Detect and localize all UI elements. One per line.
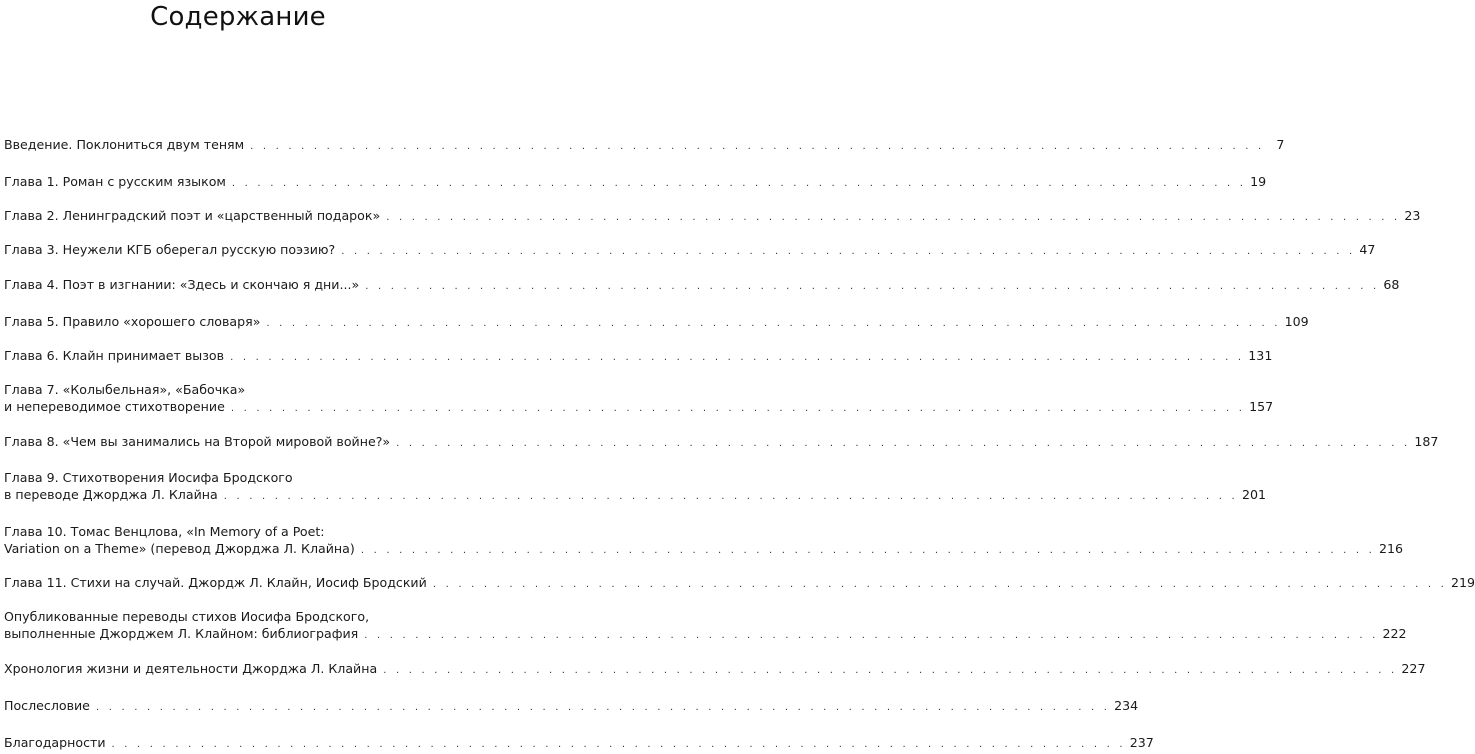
- dot-leader: [341, 243, 1355, 260]
- toc-entry-title: Глава 11. Стихи на случай. Джордж Л. Клайн, Иосиф Бродский: [4, 575, 427, 590]
- toc-entry-line: [4, 347, 1273, 366]
- toc-entry[interactable]: [4, 523, 1404, 559]
- toc-entry-line: [4, 540, 1404, 559]
- toc-entry-line: [4, 136, 1285, 155]
- toc-entry[interactable]: [4, 660, 1426, 679]
- toc-entry-title: Глава 8. «Чем вы занимались на Второй мировой войне?»: [4, 434, 391, 449]
- toc-entry[interactable]: [4, 469, 1266, 505]
- toc-entry[interactable]: [4, 433, 1439, 452]
- toc-entry[interactable]: [4, 173, 1267, 192]
- dot-leader: [112, 736, 1126, 753]
- toc-entry-title: выполненные Джорджем Л. Клайном: библиография: [4, 626, 359, 641]
- toc-entry-line: [4, 313, 1309, 332]
- toc-page-number: 7: [1276, 137, 1285, 152]
- toc-entry-line: [4, 241, 1376, 260]
- dot-leader: [96, 699, 1110, 716]
- toc-entry-line: [4, 381, 472, 398]
- dot-leader: [250, 138, 1264, 155]
- toc-page-number: 201: [1241, 487, 1266, 502]
- toc-entry[interactable]: [4, 347, 1273, 366]
- dot-leader: [364, 627, 1378, 644]
- toc-entry-line: [4, 697, 1139, 716]
- toc-entry-title: Введение. Поклониться двум теням: [4, 137, 245, 152]
- toc-entry-line: [4, 276, 1400, 295]
- toc-entry-line: [4, 433, 1439, 452]
- toc-entry-title: Глава 2. Ленинградский поэт и «царственный подарок»: [4, 208, 381, 223]
- toc-page-number: 47: [1359, 242, 1376, 257]
- toc-page-number: 187: [1414, 434, 1439, 449]
- toc-entry-title: Глава 6. Клайн принимает вызов: [4, 348, 225, 363]
- toc-entry-title: в переводе Джорджа Л. Клайна: [4, 487, 218, 502]
- toc-page-number: 109: [1284, 314, 1309, 329]
- toc-entry-line: [4, 173, 1267, 192]
- toc-entry[interactable]: [4, 241, 1376, 260]
- dot-leader: [230, 349, 1244, 366]
- dot-leader: [231, 400, 1245, 417]
- dot-leader: [433, 576, 1447, 593]
- toc-entry-line: [4, 398, 1274, 417]
- toc-page-number: 227: [1401, 661, 1426, 676]
- toc-page-number: 68: [1383, 277, 1400, 292]
- toc-entry-title: Глава 9. Стихотворения Иосифа Бродского: [4, 470, 293, 485]
- toc-entry-title: Глава 4. Поэт в изгнании: «Здесь и скончаю я дни...»: [4, 277, 360, 292]
- toc-entry-title: и непереводимое стихотворение: [4, 399, 225, 414]
- toc-page-number: 234: [1114, 698, 1139, 713]
- dot-leader: [386, 209, 1400, 226]
- toc-page-number: 216: [1379, 541, 1404, 556]
- toc-entry-line: [4, 523, 472, 540]
- dot-leader: [361, 542, 1375, 559]
- dot-leader: [232, 175, 1246, 192]
- toc-entry[interactable]: [4, 276, 1400, 295]
- toc-page-number: 219: [1451, 575, 1475, 590]
- toc-entry-title: Хронология жизни и деятельности Джорджа Л. Клайна: [4, 661, 378, 676]
- toc-entry-title: Глава 5. Правило «хорошего словаря»: [4, 314, 261, 329]
- toc-entry[interactable]: [4, 207, 1421, 226]
- toc-page-number: 237: [1129, 735, 1154, 750]
- toc-entry-line: [4, 625, 1407, 644]
- dot-leader: [365, 278, 1379, 295]
- dot-leader: [266, 315, 1280, 332]
- toc-entry[interactable]: [4, 608, 1407, 644]
- toc-page-number: 19: [1250, 174, 1267, 189]
- toc-page-number: 157: [1249, 399, 1274, 414]
- toc-page-number: 131: [1248, 348, 1273, 363]
- toc-entry-line: [4, 574, 1475, 593]
- toc-entry-title: Глава 10. Томас Венцлова, «In Memory of a Poet:: [4, 524, 325, 539]
- toc-entry[interactable]: [4, 313, 1309, 332]
- toc-entry[interactable]: [4, 136, 1285, 155]
- toc-entry-line: [4, 734, 1154, 753]
- toc-entry-title: Variation on a Theme» (перевод Джорджа Л. Клайна): [4, 541, 355, 556]
- toc-entry[interactable]: [4, 381, 1274, 417]
- toc-entry[interactable]: [4, 697, 1139, 716]
- toc-entry-line: [4, 486, 1266, 505]
- page-title: Содержание: [150, 2, 326, 32]
- dot-leader: [383, 662, 1397, 679]
- toc-entry[interactable]: [4, 574, 1475, 593]
- dot-leader: [224, 488, 1238, 505]
- toc-entry-title: Глава 7. «Колыбельная», «Бабочка»: [4, 382, 246, 397]
- toc-entry[interactable]: [4, 734, 1154, 753]
- toc-entry-line: [4, 207, 1421, 226]
- toc-entry-line: [4, 469, 472, 486]
- toc-page-number: 222: [1382, 626, 1407, 641]
- toc-entry-title: Послесловие: [4, 698, 90, 713]
- toc-entry-title: Глава 1. Роман с русским языком: [4, 174, 226, 189]
- toc-entry-title: Опубликованные переводы стихов Иосифа Бродского,: [4, 609, 370, 624]
- toc-entry-title: Благодарности: [4, 735, 106, 750]
- toc-page-number: 23: [1404, 208, 1421, 223]
- toc-entry-title: Глава 3. Неужели КГБ оберегал русскую поэзию?: [4, 242, 336, 257]
- dot-leader: [396, 435, 1410, 452]
- toc-entry-line: [4, 608, 472, 625]
- toc-entry-line: [4, 660, 1426, 679]
